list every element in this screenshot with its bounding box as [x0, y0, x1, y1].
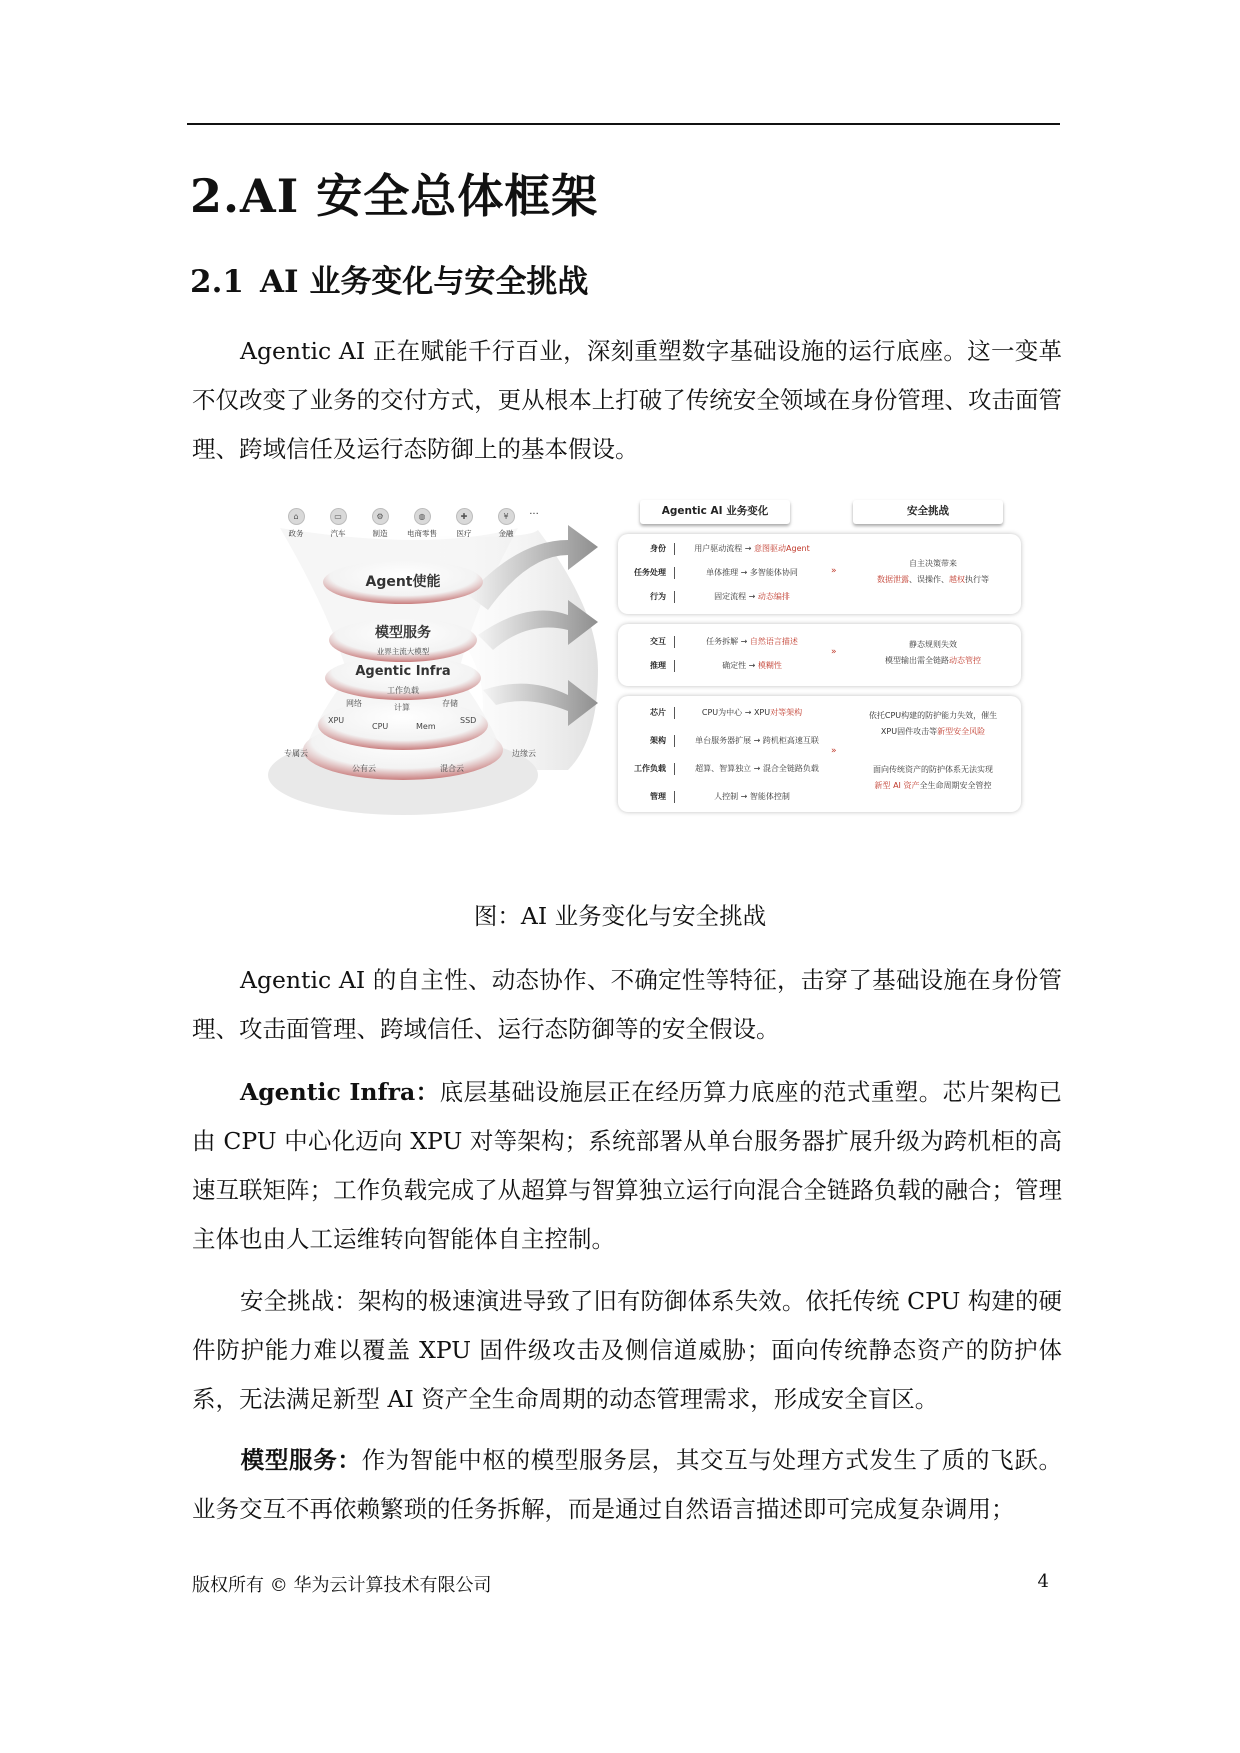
infra-compute: 计算 [394, 703, 410, 712]
paragraph-lead-infra: Agentic Infra： [240, 1078, 440, 1106]
paragraph-model-service: 模型服务：作为智能中枢的模型服务层，其交互与处理方式发生了质的飞跃。业务交互不再依赖繁琐的任务拆解，而是通过自然语言描述即可完成复杂调用； [192, 1446, 1063, 1523]
panel1-row: 任务处理 单体推理 → 多智能体协同 [634, 568, 798, 577]
layer-model-label: 模型服务 [375, 625, 431, 641]
subsection-number: 2.1 [190, 264, 244, 300]
panel1-row: 身份 用户驱动流程 → 意图驱动Agent [650, 544, 810, 553]
cloud-edge: 边缘云 [512, 749, 536, 758]
infra-ssd: SSD [460, 716, 477, 725]
footer-page-number: 4 [1037, 1571, 1049, 1592]
paragraph-security-challenge: 安全挑战：架构的极速演进导致了旧有防御体系失效。依托传统 CPU 构建的硬件防护能力难以覆盖 XPU 固件级攻击及侧信道威胁；面向传统静态资产的防护体系，无法满足新型 AI 资产全生命周期的动态管理需求，形成安全盲区。 [192, 1287, 1062, 1413]
layer-infra-label: Agentic Infra [355, 664, 451, 679]
header-rule [187, 123, 1060, 125]
industry-item: ✚ 医疗 [446, 508, 482, 539]
paragraph-intro [192, 327, 1062, 474]
panel3-row: 架构 单台服务器扩展 → 跨机柜高速互联 [650, 736, 819, 745]
footer-copyright: 版权所有 © 华为云计算技术有限公司 [192, 1575, 492, 1596]
section-heading: 2.AI 安全总体框架 [190, 169, 599, 223]
cloud-hybrid: 混合云 [440, 764, 464, 773]
panel2-risk: 静态规则失效 模型输出需全链路动态管控 [885, 640, 981, 665]
panel-infra-changes [618, 696, 1021, 812]
panel1-row: 行为 固定流程 → 动态编排 [650, 592, 790, 601]
industry-row [278, 506, 539, 548]
paragraph-intro-text: Agentic AI 正在赋能千行百业，深刻重塑数字基础设施的运行底座。这一变革不仅改变了业务的交付方式，更从根本上打破了传统安全领域在身份管理、攻击面管理、跨域信任及运行态防御上的基本假设。 [192, 337, 1062, 463]
infra-xpu: XPU [328, 716, 345, 725]
panel3-risk-a: 依托CPU构建的防护能力失效，催生 XPU固件攻击等新型安全风险 [868, 711, 998, 736]
infra-mem: Mem [416, 722, 436, 731]
panel-agent-changes [618, 534, 1021, 614]
figure-caption: 图：AI 业务变化与安全挑战 [473, 902, 767, 930]
subsection-heading [190, 256, 588, 301]
panel3-row: 工作负载 超算、智算独立 → 混合全链路负载 [634, 764, 819, 773]
infra-network: 网络 [346, 699, 362, 708]
finance-icon: ¥ [498, 508, 515, 525]
panel-model-changes [618, 624, 1021, 686]
header-security-challenges: 安全挑战 [853, 500, 1003, 524]
panel1-risk: 自主决策带来 数据泄露、误操作、越权执行等 [877, 559, 989, 584]
cloud-public: 公有云 [352, 764, 376, 773]
panel3-risk-b: 面向传统资产的防护体系无法实现 新型 AI 资产全生命周期安全管控 [873, 765, 993, 790]
industry-item: ⚙ 制造 [362, 508, 398, 539]
chevron-icon: » [831, 647, 837, 657]
figure-ai-security-challenges [268, 500, 1024, 850]
paragraph-lead-model: 模型服务： [240, 1446, 362, 1474]
medical-icon: ✚ [456, 508, 473, 525]
panel3-row: 管理 人控制 → 智能体控制 [650, 792, 790, 801]
header-business-changes: Agentic AI 业务变化 [640, 500, 790, 524]
chevron-icon: » [831, 566, 837, 576]
panel2-row: 推理 确定性 → 模糊性 [650, 661, 782, 670]
industry-item: ◍ 电商零售 [404, 508, 440, 539]
cloud-private: 专属云 [284, 749, 308, 758]
industry-more: ... [529, 506, 539, 517]
industry-item: ▭ 汽车 [320, 508, 356, 539]
infra-cpu: CPU [372, 722, 389, 731]
factory-icon: ⚙ [372, 508, 389, 525]
panel2-row: 交互 任务拆解 → 自然语言描述 [650, 637, 798, 646]
car-icon: ▭ [330, 508, 347, 525]
infra-storage: 存储 [442, 699, 458, 708]
industry-item: ⌂ 政务 [278, 508, 314, 539]
government-icon: ⌂ [288, 508, 305, 525]
layer-agent-label: Agent使能 [365, 574, 441, 590]
retail-icon: ◍ [414, 508, 431, 525]
paragraph-agentic-infra: Agentic Infra：底层基础设施层正在经历算力底座的范式重塑。芯片架构已由 CPU 中心化迈向 XPU 对等架构；系统部署从单台服务器扩展升级为跨机柜的高速互联矩阵；工作负载完成了从超算与智算独立运行向混合全链路负载的融合；管理主体也由人工运维转向智能体自主控制。 [192, 1078, 1062, 1253]
infra-workload: 工作负载 [387, 686, 419, 695]
industry-item: ¥ 金融 [488, 508, 524, 539]
subsection-title: AI 业务变化与安全挑战 [260, 264, 589, 300]
panel3-row: 芯片 CPU为中心 → XPU对等架构 [650, 708, 803, 717]
paragraph-agentic-features: Agentic AI 的自主性、动态协作、不确定性等特征，击穿了基础设施在身份管理、攻击面管理、跨域信任、运行态防御等的安全假设。 [192, 966, 1062, 1043]
layer-model-sub: 业界主流大模型 [376, 647, 430, 656]
chevron-icon: » [831, 746, 837, 756]
